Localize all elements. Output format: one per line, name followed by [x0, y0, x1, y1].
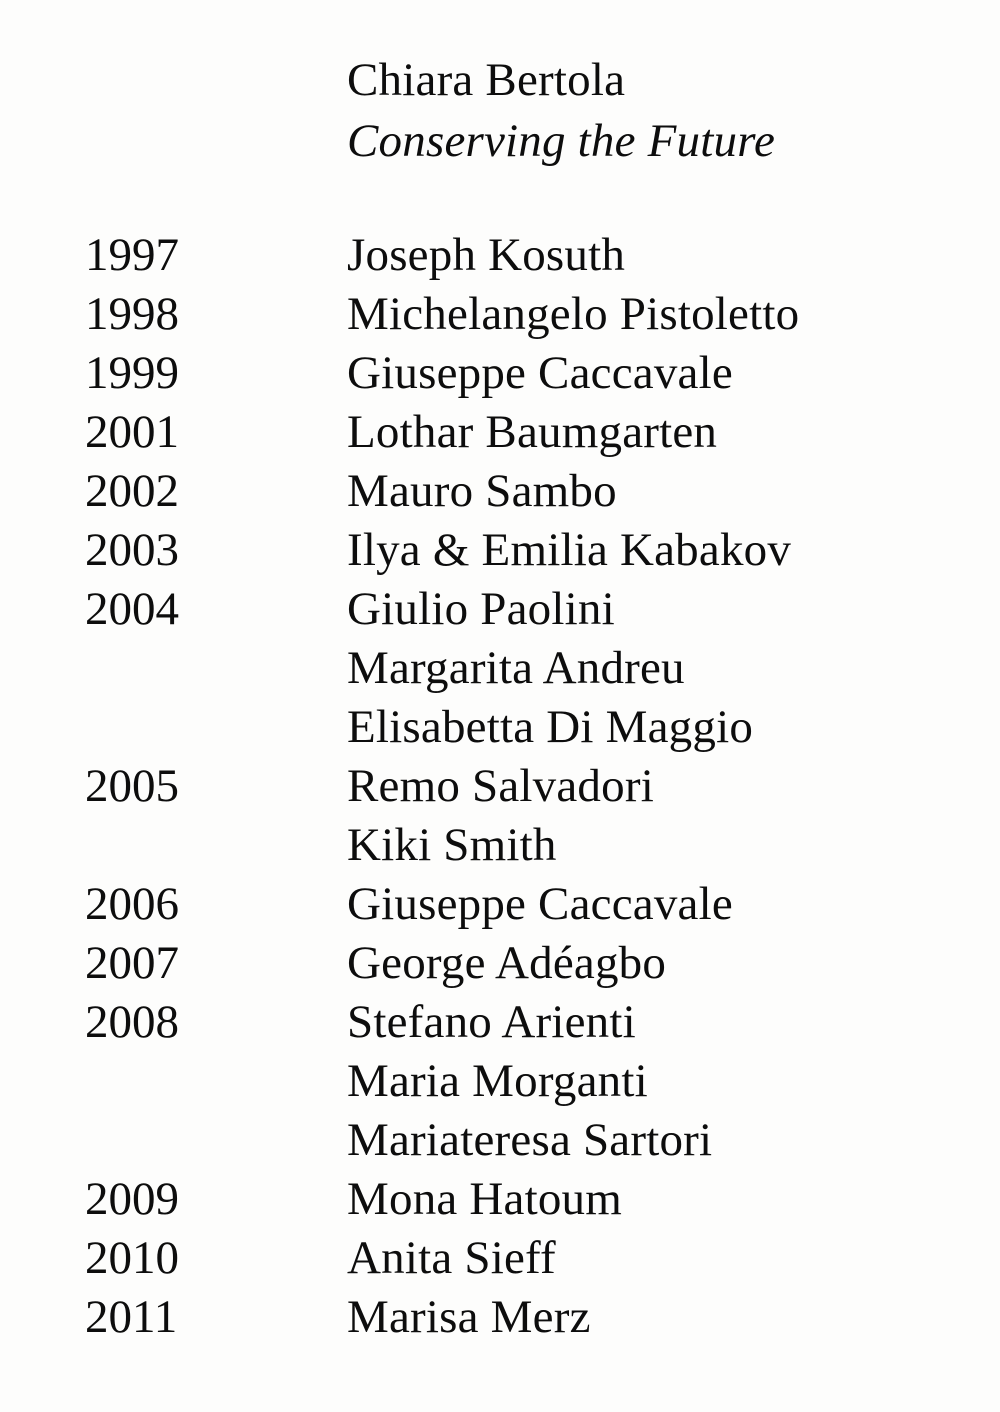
list-row [0, 521, 1000, 580]
row-artist: Mona Hatoum [347, 1173, 623, 1225]
row-year: 2002 [85, 465, 179, 517]
list-row [0, 1288, 1000, 1347]
row-artist: Giuseppe Caccavale [347, 347, 733, 399]
list-row [0, 462, 1000, 521]
row-artist: Ilya & Emilia Kabakov [347, 524, 792, 576]
row-artist: Giulio Paolini [347, 583, 615, 635]
row-year: 1998 [85, 288, 179, 340]
row-year: 2004 [85, 583, 179, 635]
list-row [0, 580, 1000, 639]
row-artist: Mariateresa Sartori [347, 1114, 713, 1166]
row-year: 2005 [85, 760, 179, 812]
list-row [0, 875, 1000, 934]
row-year: 2009 [85, 1173, 179, 1225]
list-row [0, 639, 1000, 698]
row-artist: Joseph Kosuth [347, 229, 626, 281]
row-year: 2001 [85, 406, 179, 458]
list-row [0, 403, 1000, 462]
list-row [0, 993, 1000, 1052]
list-row [0, 816, 1000, 875]
list-row [0, 285, 1000, 344]
row-year: 2008 [85, 996, 179, 1048]
list-row [0, 698, 1000, 757]
row-artist: Stefano Arienti [347, 996, 636, 1048]
page-header [347, 50, 775, 172]
list-row [0, 934, 1000, 993]
row-artist: Giuseppe Caccavale [347, 878, 733, 930]
row-artist: Lothar Baumgarten [347, 406, 718, 458]
row-artist: Elisabetta Di Maggio [347, 701, 754, 753]
row-year: 2007 [85, 937, 179, 989]
row-artist: Michelangelo Pistoletto [347, 288, 800, 340]
list-row [0, 1111, 1000, 1170]
list-row [0, 1170, 1000, 1229]
row-artist: Mauro Sambo [347, 465, 617, 517]
row-year: 2011 [85, 1291, 178, 1343]
exhibition-list [0, 226, 1000, 1347]
row-artist: George Adéagbo [347, 937, 667, 989]
row-year: 2006 [85, 878, 179, 930]
list-row [0, 1052, 1000, 1111]
row-year: 1997 [85, 229, 179, 281]
row-year: 1999 [85, 347, 179, 399]
row-artist: Kiki Smith [347, 819, 557, 871]
row-artist: Margarita Andreu [347, 642, 685, 694]
row-year: 2010 [85, 1232, 179, 1284]
list-row [0, 344, 1000, 403]
author-name: Chiara Bertola [347, 54, 626, 106]
list-row [0, 226, 1000, 285]
row-artist: Maria Morganti [347, 1055, 648, 1107]
list-row [0, 757, 1000, 816]
row-artist: Anita Sieff [347, 1232, 556, 1284]
essay-title: Conserving the Future [347, 115, 776, 167]
row-artist: Marisa Merz [347, 1291, 591, 1343]
list-row [0, 1229, 1000, 1288]
row-year: 2003 [85, 524, 179, 576]
row-artist: Remo Salvadori [347, 760, 654, 812]
